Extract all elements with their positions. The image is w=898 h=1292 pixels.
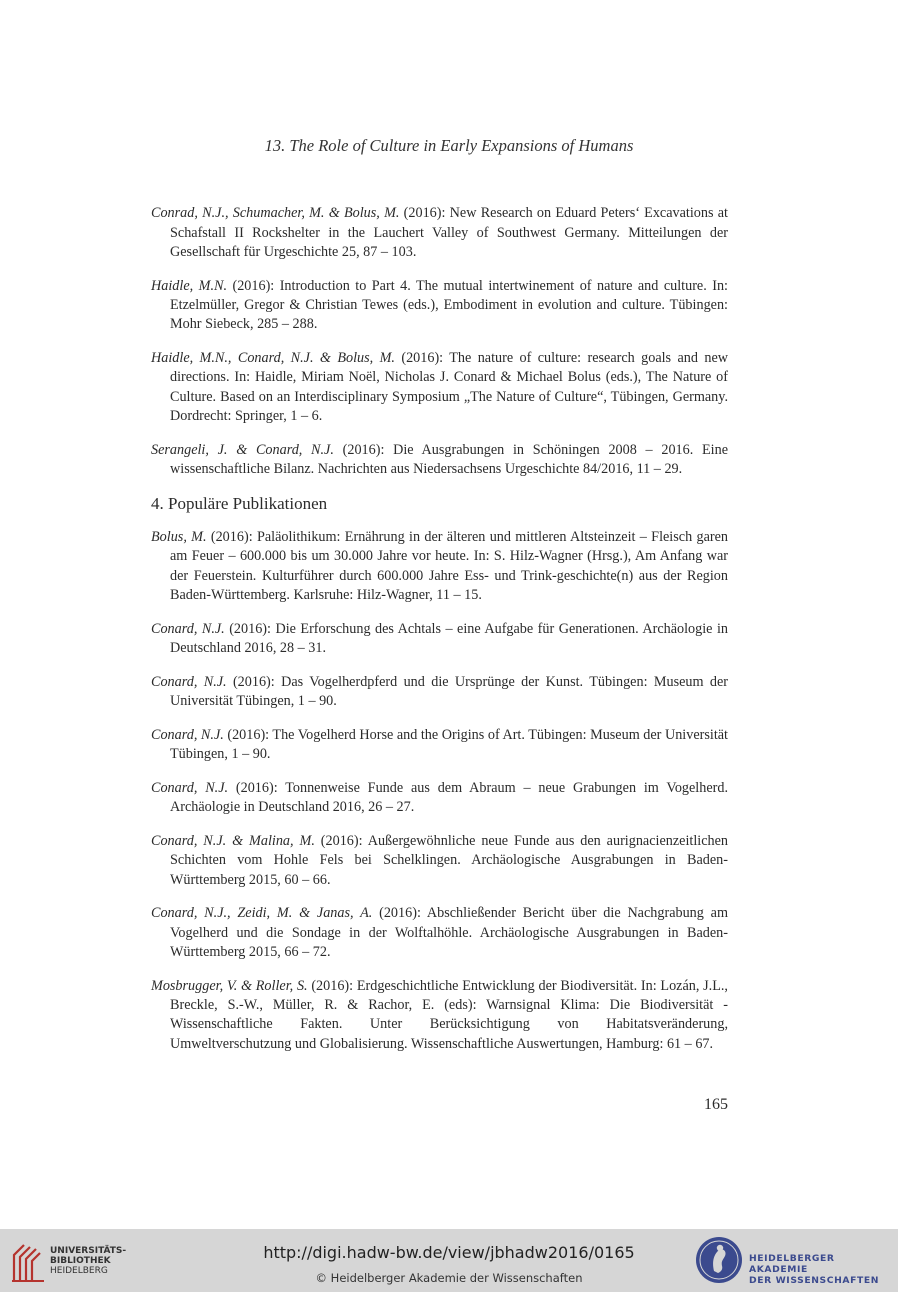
reference-author: Mosbrugger, V. & Roller, S. <box>151 977 308 994</box>
reference-item <box>151 204 728 262</box>
reference-text: (2016): Außergewöhnliche neue Funde aus den aurignacienzeitlichen Schichten vom Hohle Fels bei Schelklingen. Archäologische Ausgrabungen in Baden-Württemberg 2015, 60 – 66. <box>170 832 728 888</box>
ub-logo-line: UNIVERSITÄTS- <box>50 1246 127 1256</box>
reference-author: Conard, N.J. <box>151 726 224 743</box>
reference-text: (2016): Introduction to Part 4. The mutual intertwinement of nature and culture. In: Etzelmüller, Gregor & Christian Tewes (eds.), Embodiment in evolution and culture. Tübingen: Mohr Siebeck, 285 – 288. <box>170 277 728 333</box>
reference-item <box>151 528 728 606</box>
reference-text: (2016): Abschließender Bericht über die Nachgrabung am Vogelherd und die Sondage in der Wolftalhöhle. Archäologische Ausgrabungen in Baden-Württemberg 2015, 66 – 72. <box>170 905 728 961</box>
reference-author: Conard, N.J. <box>151 779 229 796</box>
reference-text: (2016): Paläolithikum: Ernährung in der älteren und mittleren Altsteinzeit – Fleisch garen am Feuer – 600.000 bis um 30.000 Jahre vor heute. In: S. Hilz-Wagner (Hrsg.), Am Anfang war der Feuerstein. Kulturführer durch 600.000 Jahre Ess- und Trink-geschichte(n) aus der Region Baden-Württemberg. Karlsruhe: Hilz-Wagner, 11 – 15. <box>170 529 728 604</box>
copyright-notice: © Heidelberger Akademie der Wissenschaften <box>315 1271 583 1285</box>
reference-author: Haidle, M.N. <box>151 277 227 294</box>
reference-text: (2016): Die Erforschung des Achtals – eine Aufgabe für Generationen. Archäologie in Deutschland 2016, 28 – 31. <box>170 620 728 657</box>
academy-seal-icon <box>694 1235 744 1285</box>
page-number: 165 <box>704 1096 728 1113</box>
viewer-footer <box>0 1229 898 1292</box>
reference-item <box>151 779 728 818</box>
ub-logo-line: BIBLIOTHEK <box>50 1256 111 1266</box>
reference-author: Conard, N.J. <box>151 620 225 637</box>
reference-author: Conrad, N.J., Schumacher, M. & Bolus, M. <box>151 205 400 222</box>
reference-text: (2016): Die Ausgrabungen in Schöningen 2008 – 2016. Eine wissenschaftliche Bilanz. Nachrichten aus Niedersachsens Urgeschichte 84/2016, 11 – 29. <box>170 441 728 478</box>
running-head: 13. The Role of Culture in Early Expansions of Humans <box>264 136 634 155</box>
page-body <box>151 190 728 1068</box>
ub-logo-line: HEIDELBERG <box>50 1266 108 1276</box>
reference-text: (2016): Erdgeschichtliche Entwicklung der Biodiversität. In: Lozán, J.L., Breckle, S.-W., Müller, R. & Rachor, E. (eds): Warnsignal Klima: Die Biodiversität - Wissenschaftliche Fakten. Unter Berücksichtigung von Habitatsveränderung, Umweltverschutzung und Globalisierung. Wissenschaftliche Auswertungen, Hamburg: 61 – 67. <box>170 977 728 1052</box>
reference-item <box>151 673 728 712</box>
reference-author: Bolus, M. <box>151 529 207 545</box>
permalink-url[interactable]: http://digi.hadw-bw.de/view/jbhadw2016/0165 <box>263 1243 635 1262</box>
reference-author: Haidle, M.N., Conard, N.J. & Bolus, M. <box>151 350 395 366</box>
reference-item <box>151 441 728 480</box>
hadw-logo-line: HEIDELBERGER AKADEMIE <box>749 1253 835 1275</box>
reference-author: Serangeli, J. & Conard, N.J. <box>151 441 334 458</box>
hadw-logo-line: DER WISSENSCHAFTEN <box>749 1275 879 1286</box>
reference-item <box>151 832 728 890</box>
reference-list-bottom <box>151 528 728 1054</box>
reference-author: Conard, N.J. & Malina, M. <box>151 832 315 849</box>
reference-text: (2016): Das Vogelherdpferd und die Ursprünge der Kunst. Tübingen: Museum der Universität Tübingen, 1 – 90. <box>170 673 728 710</box>
reference-list-top <box>151 204 728 479</box>
reference-item <box>151 277 728 335</box>
reference-text: (2016): The Vogelherd Horse and the Origins of Art. Tübingen: Museum der Universität Tübingen, 1 – 90. <box>170 726 728 763</box>
reference-item <box>151 726 728 765</box>
reference-item <box>151 904 728 962</box>
reference-item <box>151 620 728 659</box>
reference-text: (2016): Tonnenweise Funde aus dem Abraum – neue Grabungen im Vogelherd. Archäologie in Deutschland 2016, 26 – 27. <box>170 779 729 816</box>
section-heading: 4. Populäre Publikationen <box>151 493 328 513</box>
reference-text: (2016): The nature of culture: research goals and new directions. In: Haidle, Miriam Noël, Nicholas J. Conard & Michael Bolus (eds.), The Nature of Culture. Based on an Interdisciplinary Symposium „The Nature of Culture“, Tübingen, Germany. Dordrecht: Springer, 1 – 6. <box>170 350 728 425</box>
reference-item <box>151 977 728 1055</box>
hadw-logo-text <box>749 1253 894 1286</box>
reference-item <box>151 349 728 427</box>
reference-text: (2016): New Research on Eduard Peters‘ Excavations at Schafstall II Rockshelter in the Lauchert Valley of Southwest Germany. Mitteilungen der Gesellschaft für Urgeschichte 25, 87 – 103. <box>170 205 728 260</box>
reference-author: Conard, N.J. <box>151 673 227 690</box>
reference-author: Conard, N.J., Zeidi, M. & Janas, A. <box>151 905 373 922</box>
hadw-logo[interactable] <box>694 1235 894 1285</box>
